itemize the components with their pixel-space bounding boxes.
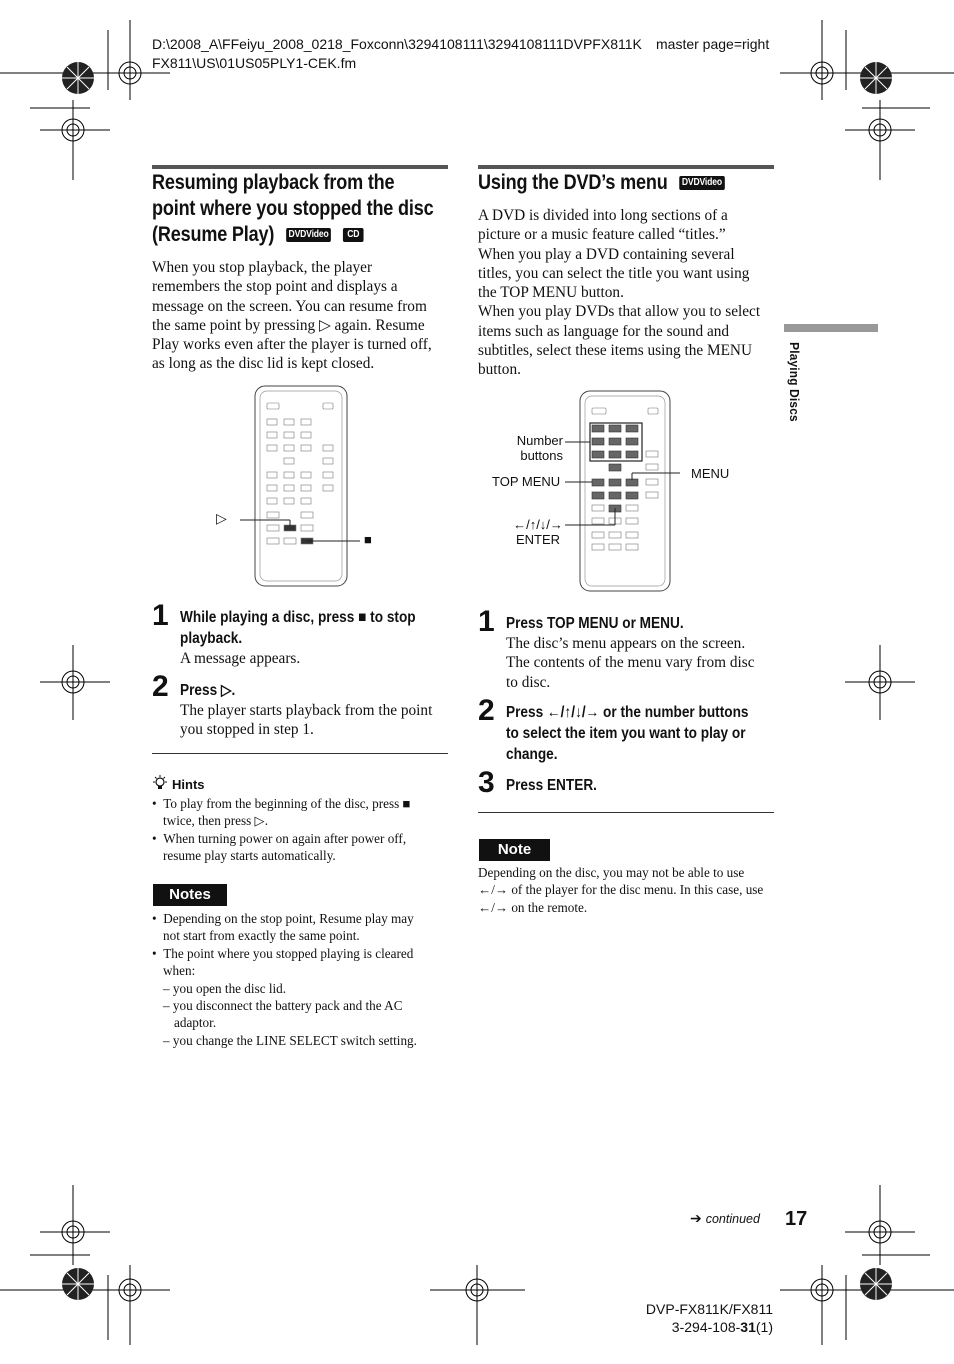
right-step-2-title-c: change. [506,746,558,763]
hints-divider [152,753,448,754]
arrow-right-icon: ➔ [690,1210,702,1226]
hint-line: To play from the beginning of the disc, press ■ [163,796,411,811]
note-divider [478,812,774,813]
right-title-rule [478,165,774,169]
note-line: The point where you stopped playing is cleared [163,945,414,961]
left-step-2-number: 2 [152,670,169,703]
footer-model-info [600,1300,773,1336]
left-intro-line: the same point by pressing ▷ again. Resume [152,316,425,334]
right-intro-line: subtitles, select these items using the MENU [478,342,753,360]
number-buttons-label-1: Number [516,433,563,448]
right-intro-paragraph [478,206,778,380]
file-path-header [152,35,712,73]
right-title-line [478,170,770,196]
left-step-1-desc: A message appears. [180,650,301,667]
note-line: Depending on the stop point, Resume play may [163,911,414,926]
left-step-2-desc-line: you stopped in step 1. [180,721,314,739]
left-title-line2: point where you stopped the disc [152,197,434,220]
remote-illustration-right [560,390,680,595]
note-text-line: ←/→ of the player for the disc menu. In this case, use [478,882,764,898]
right-title-text: Using the DVD’s menu [478,171,668,194]
hint-item: • When turning power on again after power off, [152,830,407,846]
right-intro-line: titles, you can select the title you want using [478,264,750,282]
note-dash-line: – you change the LINE SELECT switch setting. [163,1032,417,1048]
master-page-label: master page=right [656,36,770,52]
right-step-3-title: Press ENTER. [506,777,597,794]
right-step-2-title-a: Press ←/↑/↓/→ or the number buttons [506,704,749,721]
right-step-2-title-b: to select the item you want to play or [506,725,746,742]
menu-callout: MENU [691,466,730,481]
enter-label: ENTER [515,532,561,547]
right-step-2 [506,702,806,765]
hint-line: When turning power on again after power off, [163,830,407,846]
play-callout-label: ▷ [216,510,227,526]
right-step-1-desc-line: to disc. [506,673,551,691]
file-path-line2: FX811\US\01US05PLY1-CEK.fm [152,55,357,71]
left-title-rule [152,165,448,169]
part-code-suffix: (1) [755,1319,773,1335]
right-intro-line: A DVD is divided into long sections of a [478,207,728,224]
stop-callout-label: ■ [364,532,372,547]
note-label: Note [479,839,550,861]
right-step-1-desc-line: The contents of the menu vary from disc [506,654,755,672]
left-title-line1: Resuming playback from the [152,171,395,194]
note-text [478,864,783,916]
left-intro-line: When you stop playback, the player [152,259,373,276]
model-number: DVP-FX811K/FX811 [645,1301,773,1317]
right-intro-line: When you play DVDs that allow you to select [478,303,761,321]
right-intro-line: the TOP MENU button. [478,284,624,302]
left-step-1 [180,607,480,668]
note-dash-line: – you disconnect the battery pack and the AC [163,998,403,1014]
cd-badge: CD [343,228,364,242]
dvd-video-badge: DVDVideo [286,228,331,242]
continued-label: continued [705,1212,760,1226]
left-intro-line: remembers the stop point and displays a [152,278,398,296]
part-code-bold: 31 [740,1319,756,1335]
left-step-1-title-b: playback. [180,630,243,647]
note-line: when: [163,963,196,979]
right-intro-line: items such as language for the sound and [478,322,730,340]
lightbulb-icon [152,775,168,793]
right-step-2-number: 2 [478,694,495,727]
part-code-prefix: 3-294-108- [671,1319,741,1335]
left-title-line3 [152,222,444,248]
hints-header [152,775,205,793]
hint-line: twice, then press ▷. [163,813,268,829]
left-step-2 [180,680,480,740]
right-section-title [478,170,818,196]
left-step-2-desc-line: The player starts playback from the point [180,702,433,719]
left-intro-line: message on the screen. You can resume from [152,297,427,315]
right-step-3-number: 3 [478,766,495,799]
right-intro-line: picture or a music feature called “titles.” [478,226,726,244]
left-title-line3-text: (Resume Play) [152,223,275,246]
part-code [600,1318,773,1336]
right-step-1-title: Press TOP MENU or MENU. [506,615,684,632]
remote-illustration-left [210,385,390,590]
left-intro-line: Play works even after the player is turned off, [152,336,432,354]
notes-list [152,910,452,1049]
note-dash-line: adaptor. [174,1015,217,1031]
left-intro-paragraph [152,258,452,374]
note-text-line: ←/→ on the remote. [478,899,588,915]
file-path-line1: D:\2008_A\FFeiyu_2008_0218_Foxconn\3294108111\3294108111DVPFX811K [152,36,642,52]
hint-item: • To play from the beginning of the disc, press ■ [152,796,411,811]
notes-label: Notes [153,884,227,906]
dvd-video-badge: DVDVideo [679,176,724,190]
note-item: • Depending on the stop point, Resume play may [152,911,414,926]
note-item: • The point where you stopped playing is cleared [152,945,414,961]
note-line: not start from exactly the same point. [163,928,360,944]
hints-list [152,795,452,865]
number-buttons-label-2: buttons [520,448,563,463]
note-text-line: Depending on the disc, you may not be able to use [478,865,745,880]
left-step-1-number: 1 [152,599,169,632]
left-intro-line: as long as the disc lid is kept closed. [152,355,375,373]
right-intro-line: button. [478,361,521,379]
arrows-label: ←/↑/↓/→ [513,517,563,532]
left-step-1-title-a: While playing a disc, press ■ to stop [180,609,416,626]
right-step-1-desc-line: The disc’s menu appears on the screen. [506,635,746,652]
right-step-1-number: 1 [478,605,495,638]
hints-label: Hints [172,776,205,792]
right-step-3 [506,775,806,796]
right-step-1 [506,613,806,692]
hint-line: resume play starts automatically. [163,848,336,864]
top-menu-callout: TOP MENU [492,474,561,489]
right-intro-line: When you play a DVD containing several [478,245,735,263]
side-tab [787,340,807,450]
note-dash-line: – you open the disc lid. [163,980,287,996]
page-number: 17 [785,1208,808,1230]
left-step-2-title: Press ▷. [180,682,236,699]
arrows-enter-callout [512,517,564,547]
side-tab-bar [784,324,878,332]
left-section-title [152,170,492,248]
number-buttons-callout [500,433,563,463]
side-tab-label: Playing Discs [787,342,801,422]
